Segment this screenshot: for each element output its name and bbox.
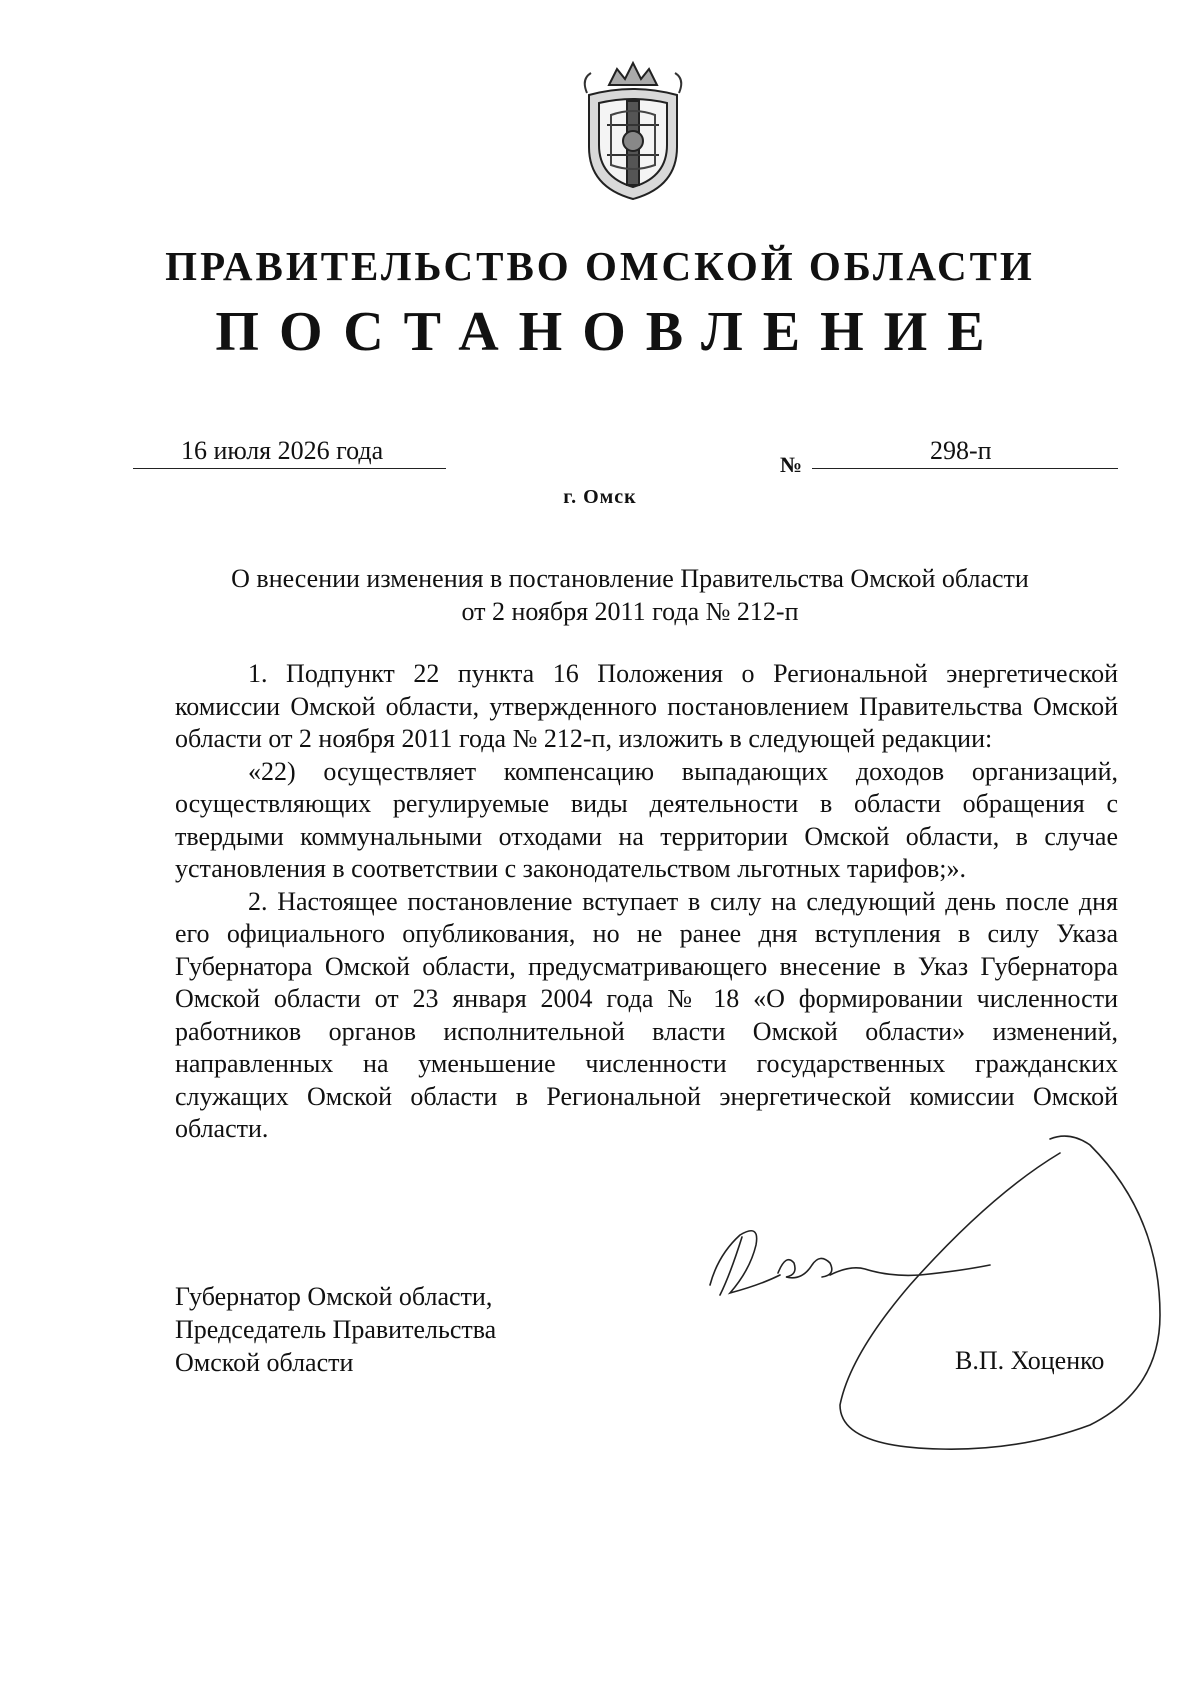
document-body: [175, 658, 1118, 1146]
number-sign: №: [780, 452, 803, 477]
paragraph-1: 1. Подпункт 22 пункта 16 Положения о Региональной энергетической комиссии Омской области, утвержденного постановлением Правительства Омской области от 2 ноября 2011 года № 212-п, изложить в следующей редакции:: [175, 659, 1118, 753]
paragraph-2: «22) осуществляет компенсацию выпадающих доходов организаций, осуществляющих регулируемые виды деятельности в области обращения с твердыми коммунальными отходами на территории Омской области, в случае установления в соответствии с законодательством льготных тарифов;».: [175, 756, 1118, 883]
signatory-title-line-3: Омской области: [175, 1348, 354, 1377]
handwritten-signature: [690, 1135, 1170, 1455]
signatory-title: [175, 1280, 575, 1379]
subject-line-1: О внесении изменения в постановление Правительства Омской области: [231, 564, 1029, 593]
date-field: [133, 436, 446, 469]
signatory-title-line-2: Председатель Правительства: [175, 1315, 497, 1344]
signatory-name: В.П. Хоценко: [955, 1346, 1105, 1375]
document-date: 16 июля 2026 года: [181, 436, 384, 465]
coat-of-arms-emblem: [577, 55, 689, 203]
number-field: [812, 436, 1118, 469]
paragraph-3: 2. Настоящее постановление вступает в силу на следующий день после дня его официального опубликования, но не ранее дня вступления в силу Указа Губернатора Омской области, предусматривающего внесение в Указ Губернатора Омской области от 23 января 2004 года № 18 «О формировании численности работников органов исполнительной власти Омской области» изменений, направленных на уменьшение численности государственных гражданских служащих Омской области в Региональной энергетической комиссии Омской области.: [175, 886, 1118, 1143]
signatory-title-line-1: Губернатор Омской области,: [175, 1282, 493, 1311]
city-label: г. Омск: [563, 486, 637, 508]
subject-line-2: от 2 ноября 2011 года № 212-п: [461, 597, 799, 626]
document-number: 298-п: [930, 436, 992, 465]
document-type-title: ПОСТАНОВЛЕНИЕ: [215, 301, 1005, 363]
document-subject: [180, 562, 1080, 628]
government-title: ПРАВИТЕЛЬСТВО ОМСКОЙ ОБЛАСТИ: [165, 243, 1035, 289]
